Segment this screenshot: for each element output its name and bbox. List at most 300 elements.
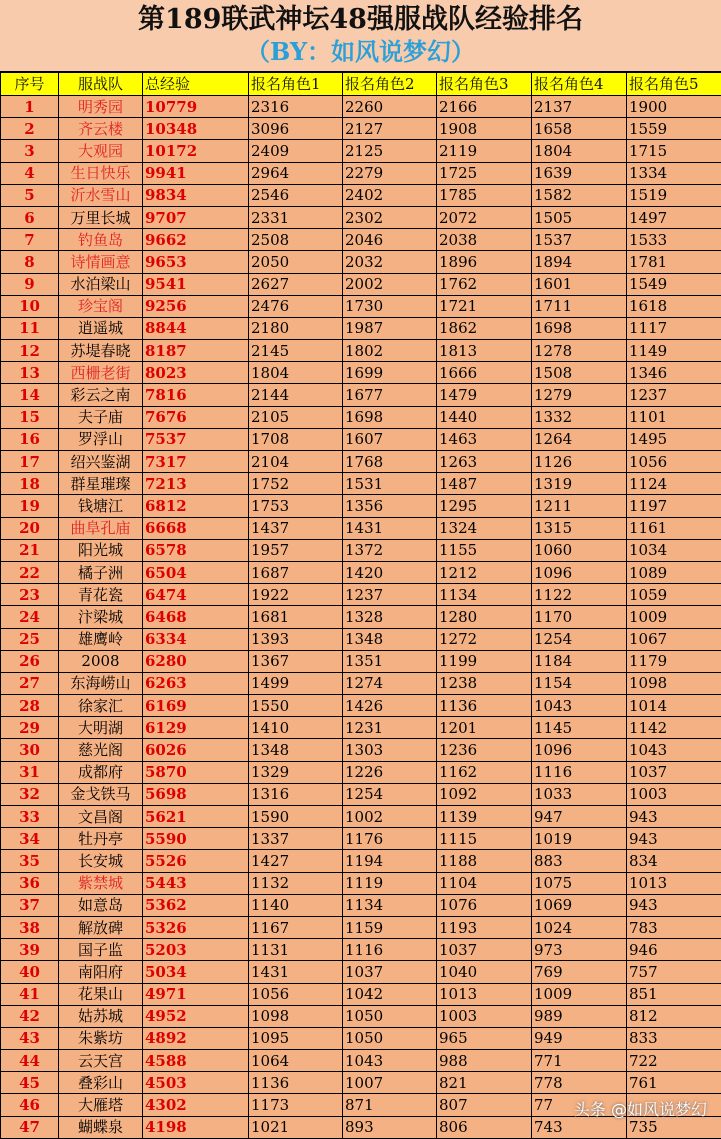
rank-cell: 4 <box>1 162 59 184</box>
role5-cell: 1715 <box>627 140 721 162</box>
rank-cell: 24 <box>1 606 59 628</box>
role2-cell: 1134 <box>343 894 437 916</box>
rank-cell: 11 <box>1 317 59 339</box>
rank-cell: 35 <box>1 850 59 872</box>
team-cell: 金戈铁马 <box>59 783 143 805</box>
role3-cell: 1463 <box>437 428 532 450</box>
team-cell: 朱紫坊 <box>59 1027 143 1049</box>
rank-cell: 5 <box>1 184 59 206</box>
role1-cell: 1753 <box>249 495 343 517</box>
role4-cell: 77 <box>532 1094 627 1116</box>
role3-cell: 1666 <box>437 362 532 384</box>
rank-cell: 27 <box>1 672 59 694</box>
role3-cell: 1134 <box>437 584 532 606</box>
total-exp-cell: 6578 <box>143 539 249 561</box>
ranking-table <box>0 72 721 1139</box>
role2-cell: 1698 <box>343 406 437 428</box>
team-cell: 花果山 <box>59 983 143 1005</box>
total-exp-cell: 4503 <box>143 1072 249 1094</box>
role1-cell: 1437 <box>249 517 343 539</box>
role2-cell: 2260 <box>343 96 437 118</box>
role5-cell: 1003 <box>627 783 721 805</box>
total-exp-cell: 5034 <box>143 961 249 983</box>
total-exp-cell: 7317 <box>143 451 249 473</box>
role2-cell: 1351 <box>343 650 437 672</box>
team-cell: 明秀园 <box>59 96 143 118</box>
total-exp-cell: 4588 <box>143 1050 249 1072</box>
table-row <box>1 1050 721 1072</box>
table-row <box>1 317 721 339</box>
team-cell: 阳光城 <box>59 539 143 561</box>
role5-cell: 1559 <box>627 118 721 140</box>
table-row <box>1 517 721 539</box>
role4-cell: 1698 <box>532 317 627 339</box>
role3-cell: 1076 <box>437 894 532 916</box>
role4-cell: 778 <box>532 1072 627 1094</box>
header-cell: 序号 <box>1 73 59 96</box>
table-row <box>1 362 721 384</box>
total-exp-cell: 9707 <box>143 206 249 228</box>
rank-cell: 9 <box>1 273 59 295</box>
rank-cell: 21 <box>1 539 59 561</box>
role2-cell: 1531 <box>343 473 437 495</box>
role2-cell: 2127 <box>343 118 437 140</box>
header-cell: 总经验 <box>143 73 249 96</box>
team-cell: 南阳府 <box>59 961 143 983</box>
role5-cell: 1009 <box>627 606 721 628</box>
role4-cell: 1170 <box>532 606 627 628</box>
role1-cell: 2144 <box>249 384 343 406</box>
rank-cell: 20 <box>1 517 59 539</box>
total-exp-cell: 9834 <box>143 184 249 206</box>
table-row <box>1 672 721 694</box>
role1-cell: 1410 <box>249 717 343 739</box>
rank-cell: 47 <box>1 1116 59 1138</box>
page-title: 第189联武神坛48强服战队经验排名 <box>0 0 721 36</box>
role5-cell: 1067 <box>627 628 721 650</box>
total-exp-cell: 4971 <box>143 983 249 1005</box>
table-row <box>1 739 721 761</box>
role3-cell: 965 <box>437 1027 532 1049</box>
team-cell: 大雁塔 <box>59 1094 143 1116</box>
role5-cell: 1161 <box>627 517 721 539</box>
role2-cell: 1042 <box>343 983 437 1005</box>
role5-cell: 1495 <box>627 428 721 450</box>
total-exp-cell: 6668 <box>143 517 249 539</box>
role2-cell: 2032 <box>343 251 437 273</box>
role1-cell: 1550 <box>249 695 343 717</box>
team-cell: 万里长城 <box>59 206 143 228</box>
total-exp-cell: 7676 <box>143 406 249 428</box>
role4-cell: 769 <box>532 961 627 983</box>
total-exp-cell: 6468 <box>143 606 249 628</box>
role3-cell: 1201 <box>437 717 532 739</box>
total-exp-cell: 4952 <box>143 1005 249 1027</box>
table-row <box>1 140 721 162</box>
total-exp-cell: 6504 <box>143 561 249 583</box>
role1-cell: 1957 <box>249 539 343 561</box>
role4-cell: 989 <box>532 1005 627 1027</box>
role1-cell: 1173 <box>249 1094 343 1116</box>
role3-cell: 1479 <box>437 384 532 406</box>
team-cell: 生日快乐 <box>59 162 143 184</box>
role3-cell: 1785 <box>437 184 532 206</box>
role5-cell: 833 <box>627 1027 721 1049</box>
role2-cell: 1303 <box>343 739 437 761</box>
header-cell: 报名角色2 <box>343 73 437 96</box>
role2-cell: 1037 <box>343 961 437 983</box>
role2-cell: 1677 <box>343 384 437 406</box>
role1-cell: 2476 <box>249 295 343 317</box>
table-row <box>1 850 721 872</box>
role2-cell: 1226 <box>343 761 437 783</box>
table-row <box>1 229 721 251</box>
rank-cell: 15 <box>1 406 59 428</box>
table-row <box>1 894 721 916</box>
team-cell: 解放碑 <box>59 916 143 938</box>
role3-cell: 1487 <box>437 473 532 495</box>
role2-cell: 1007 <box>343 1072 437 1094</box>
role3-cell: 2119 <box>437 140 532 162</box>
role2-cell: 2402 <box>343 184 437 206</box>
table-row <box>1 384 721 406</box>
role1-cell: 1427 <box>249 850 343 872</box>
role2-cell: 871 <box>343 1094 437 1116</box>
total-exp-cell: 5203 <box>143 939 249 961</box>
role3-cell: 2166 <box>437 96 532 118</box>
rank-cell: 41 <box>1 983 59 1005</box>
role5-cell: 812 <box>627 1005 721 1027</box>
header-cell: 报名角色4 <box>532 73 627 96</box>
role4-cell: 1096 <box>532 561 627 583</box>
role1-cell: 2105 <box>249 406 343 428</box>
rank-cell: 45 <box>1 1072 59 1094</box>
role4-cell: 949 <box>532 1027 627 1049</box>
total-exp-cell: 10348 <box>143 118 249 140</box>
role3-cell: 1272 <box>437 628 532 650</box>
rank-cell: 2 <box>1 118 59 140</box>
role3-cell: 2038 <box>437 229 532 251</box>
team-cell: 大观园 <box>59 140 143 162</box>
table-row <box>1 561 721 583</box>
rank-cell: 46 <box>1 1094 59 1116</box>
role4-cell: 1894 <box>532 251 627 273</box>
total-exp-cell: 8187 <box>143 340 249 362</box>
role5-cell: 1533 <box>627 229 721 251</box>
role5-cell: 1124 <box>627 473 721 495</box>
rank-cell: 8 <box>1 251 59 273</box>
role5-cell: 1059 <box>627 584 721 606</box>
team-cell: 姑苏城 <box>59 1005 143 1027</box>
total-exp-cell: 5326 <box>143 916 249 938</box>
team-cell: 诗情画意 <box>59 251 143 273</box>
rank-cell: 16 <box>1 428 59 450</box>
total-exp-cell: 5362 <box>143 894 249 916</box>
team-cell: 青花瓷 <box>59 584 143 606</box>
total-exp-cell: 9541 <box>143 273 249 295</box>
rank-cell: 19 <box>1 495 59 517</box>
role1-cell: 1140 <box>249 894 343 916</box>
role3-cell: 806 <box>437 1116 532 1138</box>
role4-cell: 1804 <box>532 140 627 162</box>
role1-cell: 1708 <box>249 428 343 450</box>
team-cell: 东海崂山 <box>59 672 143 694</box>
team-cell: 齐云楼 <box>59 118 143 140</box>
role4-cell: 1211 <box>532 495 627 517</box>
role1-cell: 2508 <box>249 229 343 251</box>
role2-cell: 1043 <box>343 1050 437 1072</box>
role3-cell: 807 <box>437 1094 532 1116</box>
role5-cell: 1346 <box>627 362 721 384</box>
rank-cell: 32 <box>1 783 59 805</box>
table-row <box>1 118 721 140</box>
role5-cell: 1179 <box>627 650 721 672</box>
role1-cell: 1056 <box>249 983 343 1005</box>
team-cell: 成都府 <box>59 761 143 783</box>
role3-cell: 1762 <box>437 273 532 295</box>
role5-cell: 735 <box>627 1116 721 1138</box>
total-exp-cell: 6812 <box>143 495 249 517</box>
team-cell: 彩云之南 <box>59 384 143 406</box>
role4-cell: 771 <box>532 1050 627 1072</box>
team-cell: 国子监 <box>59 939 143 961</box>
team-cell: 汴梁城 <box>59 606 143 628</box>
rank-cell: 25 <box>1 628 59 650</box>
header-row <box>1 73 721 96</box>
role5-cell: 1197 <box>627 495 721 517</box>
table-row <box>1 206 721 228</box>
role1-cell: 1316 <box>249 783 343 805</box>
table-row <box>1 828 721 850</box>
role4-cell: 743 <box>532 1116 627 1138</box>
team-cell: 西栅老街 <box>59 362 143 384</box>
role4-cell: 1315 <box>532 517 627 539</box>
role5-cell: 1098 <box>627 672 721 694</box>
table-row <box>1 872 721 894</box>
total-exp-cell: 6129 <box>143 717 249 739</box>
table-row <box>1 251 721 273</box>
role1-cell: 2331 <box>249 206 343 228</box>
table-row <box>1 1072 721 1094</box>
total-exp-cell: 9941 <box>143 162 249 184</box>
role4-cell: 1024 <box>532 916 627 938</box>
role3-cell: 988 <box>437 1050 532 1072</box>
role3-cell: 1013 <box>437 983 532 1005</box>
rank-cell: 13 <box>1 362 59 384</box>
role5-cell: 1237 <box>627 384 721 406</box>
role5-cell: 1089 <box>627 561 721 583</box>
table-row <box>1 650 721 672</box>
rank-cell: 18 <box>1 473 59 495</box>
role5-cell: 1334 <box>627 162 721 184</box>
role5-cell: 1519 <box>627 184 721 206</box>
rank-cell: 3 <box>1 140 59 162</box>
table-row <box>1 783 721 805</box>
rank-cell: 7 <box>1 229 59 251</box>
role2-cell: 893 <box>343 1116 437 1138</box>
rank-cell: 42 <box>1 1005 59 1027</box>
total-exp-cell: 6263 <box>143 672 249 694</box>
table-row <box>1 584 721 606</box>
table-row <box>1 717 721 739</box>
role4-cell: 1069 <box>532 894 627 916</box>
table-row <box>1 340 721 362</box>
role3-cell: 1238 <box>437 672 532 694</box>
table-row <box>1 983 721 1005</box>
role3-cell: 1212 <box>437 561 532 583</box>
table-row <box>1 495 721 517</box>
role4-cell: 1033 <box>532 783 627 805</box>
role2-cell: 2302 <box>343 206 437 228</box>
table-row <box>1 162 721 184</box>
table-row <box>1 939 721 961</box>
role4-cell: 1254 <box>532 628 627 650</box>
role5-cell: 851 <box>627 983 721 1005</box>
role2-cell: 1194 <box>343 850 437 872</box>
total-exp-cell: 5526 <box>143 850 249 872</box>
total-exp-cell: 8023 <box>143 362 249 384</box>
role2-cell: 2002 <box>343 273 437 295</box>
role1-cell: 1393 <box>249 628 343 650</box>
team-cell: 叠彩山 <box>59 1072 143 1094</box>
rank-cell: 26 <box>1 650 59 672</box>
role2-cell: 1176 <box>343 828 437 850</box>
rank-cell: 44 <box>1 1050 59 1072</box>
role4-cell: 1096 <box>532 739 627 761</box>
role5-cell: 943 <box>627 828 721 850</box>
role3-cell: 1199 <box>437 650 532 672</box>
table-row <box>1 916 721 938</box>
role2-cell: 1159 <box>343 916 437 938</box>
table-row <box>1 628 721 650</box>
role1-cell: 2104 <box>249 451 343 473</box>
role4-cell: 1332 <box>532 406 627 428</box>
role4-cell: 1184 <box>532 650 627 672</box>
total-exp-cell: 5621 <box>143 806 249 828</box>
rank-cell: 28 <box>1 695 59 717</box>
team-cell: 文昌阁 <box>59 806 143 828</box>
table-row <box>1 695 721 717</box>
role4-cell: 1658 <box>532 118 627 140</box>
rank-cell: 37 <box>1 894 59 916</box>
rank-cell: 6 <box>1 206 59 228</box>
role2-cell: 1348 <box>343 628 437 650</box>
role1-cell: 1499 <box>249 672 343 694</box>
total-exp-cell: 6334 <box>143 628 249 650</box>
role3-cell: 1236 <box>437 739 532 761</box>
role3-cell: 1813 <box>437 340 532 362</box>
role5-cell: 943 <box>627 894 721 916</box>
role2-cell: 1768 <box>343 451 437 473</box>
role5-cell: 834 <box>627 850 721 872</box>
role3-cell: 2072 <box>437 206 532 228</box>
role2-cell: 1237 <box>343 584 437 606</box>
role2-cell: 1119 <box>343 872 437 894</box>
header-cell: 服战队 <box>59 73 143 96</box>
rank-cell: 43 <box>1 1027 59 1049</box>
team-cell: 罗浮山 <box>59 428 143 450</box>
role4-cell: 1601 <box>532 273 627 295</box>
role3-cell: 1092 <box>437 783 532 805</box>
table-row <box>1 295 721 317</box>
role5-cell: 761 <box>627 1072 721 1094</box>
role3-cell: 821 <box>437 1072 532 1094</box>
total-exp-cell: 9653 <box>143 251 249 273</box>
role5-cell: 1013 <box>627 872 721 894</box>
total-exp-cell: 6026 <box>143 739 249 761</box>
role5-cell: 1043 <box>627 739 721 761</box>
total-exp-cell: 9662 <box>143 229 249 251</box>
team-cell: 慈光阁 <box>59 739 143 761</box>
role2-cell: 1328 <box>343 606 437 628</box>
total-exp-cell: 7213 <box>143 473 249 495</box>
header-cell: 报名角色1 <box>249 73 343 96</box>
rank-cell: 30 <box>1 739 59 761</box>
role3-cell: 1908 <box>437 118 532 140</box>
role3-cell: 1104 <box>437 872 532 894</box>
team-cell: 绍兴鉴湖 <box>59 451 143 473</box>
role4-cell: 1278 <box>532 340 627 362</box>
page-subtitle: （BY：如风说梦幻） <box>0 36 721 68</box>
role4-cell: 1505 <box>532 206 627 228</box>
table-row <box>1 273 721 295</box>
role1-cell: 2050 <box>249 251 343 273</box>
role1-cell: 1804 <box>249 362 343 384</box>
role5-cell: 1101 <box>627 406 721 428</box>
team-cell: 云天宫 <box>59 1050 143 1072</box>
role2-cell: 2046 <box>343 229 437 251</box>
role2-cell: 1116 <box>343 939 437 961</box>
role3-cell: 1280 <box>437 606 532 628</box>
role1-cell: 2180 <box>249 317 343 339</box>
role3-cell: 1193 <box>437 916 532 938</box>
total-exp-cell: 4198 <box>143 1116 249 1138</box>
role3-cell: 1162 <box>437 761 532 783</box>
role4-cell: 1537 <box>532 229 627 251</box>
role3-cell: 1040 <box>437 961 532 983</box>
role3-cell: 1136 <box>437 695 532 717</box>
role4-cell: 1019 <box>532 828 627 850</box>
rank-cell: 36 <box>1 872 59 894</box>
role4-cell: 1122 <box>532 584 627 606</box>
role5-cell: 722 <box>627 1050 721 1072</box>
role4-cell: 1264 <box>532 428 627 450</box>
role1-cell: 2964 <box>249 162 343 184</box>
role3-cell: 1037 <box>437 939 532 961</box>
rank-cell: 33 <box>1 806 59 828</box>
role4-cell: 1319 <box>532 473 627 495</box>
rank-cell: 29 <box>1 717 59 739</box>
team-cell: 珍宝阁 <box>59 295 143 317</box>
role2-cell: 1274 <box>343 672 437 694</box>
role3-cell: 1440 <box>437 406 532 428</box>
total-exp-cell: 5590 <box>143 828 249 850</box>
role2-cell: 1802 <box>343 340 437 362</box>
role5-cell: 1037 <box>627 761 721 783</box>
role4-cell: 1043 <box>532 695 627 717</box>
team-cell: 苏堤春晓 <box>59 340 143 362</box>
role1-cell: 1131 <box>249 939 343 961</box>
role5-cell: 1056 <box>627 451 721 473</box>
role4-cell: 1145 <box>532 717 627 739</box>
team-cell: 钱塘江 <box>59 495 143 517</box>
table-row <box>1 96 721 118</box>
table-row <box>1 806 721 828</box>
rank-cell: 38 <box>1 916 59 938</box>
role4-cell: 1279 <box>532 384 627 406</box>
role2-cell: 2279 <box>343 162 437 184</box>
role3-cell: 1115 <box>437 828 532 850</box>
